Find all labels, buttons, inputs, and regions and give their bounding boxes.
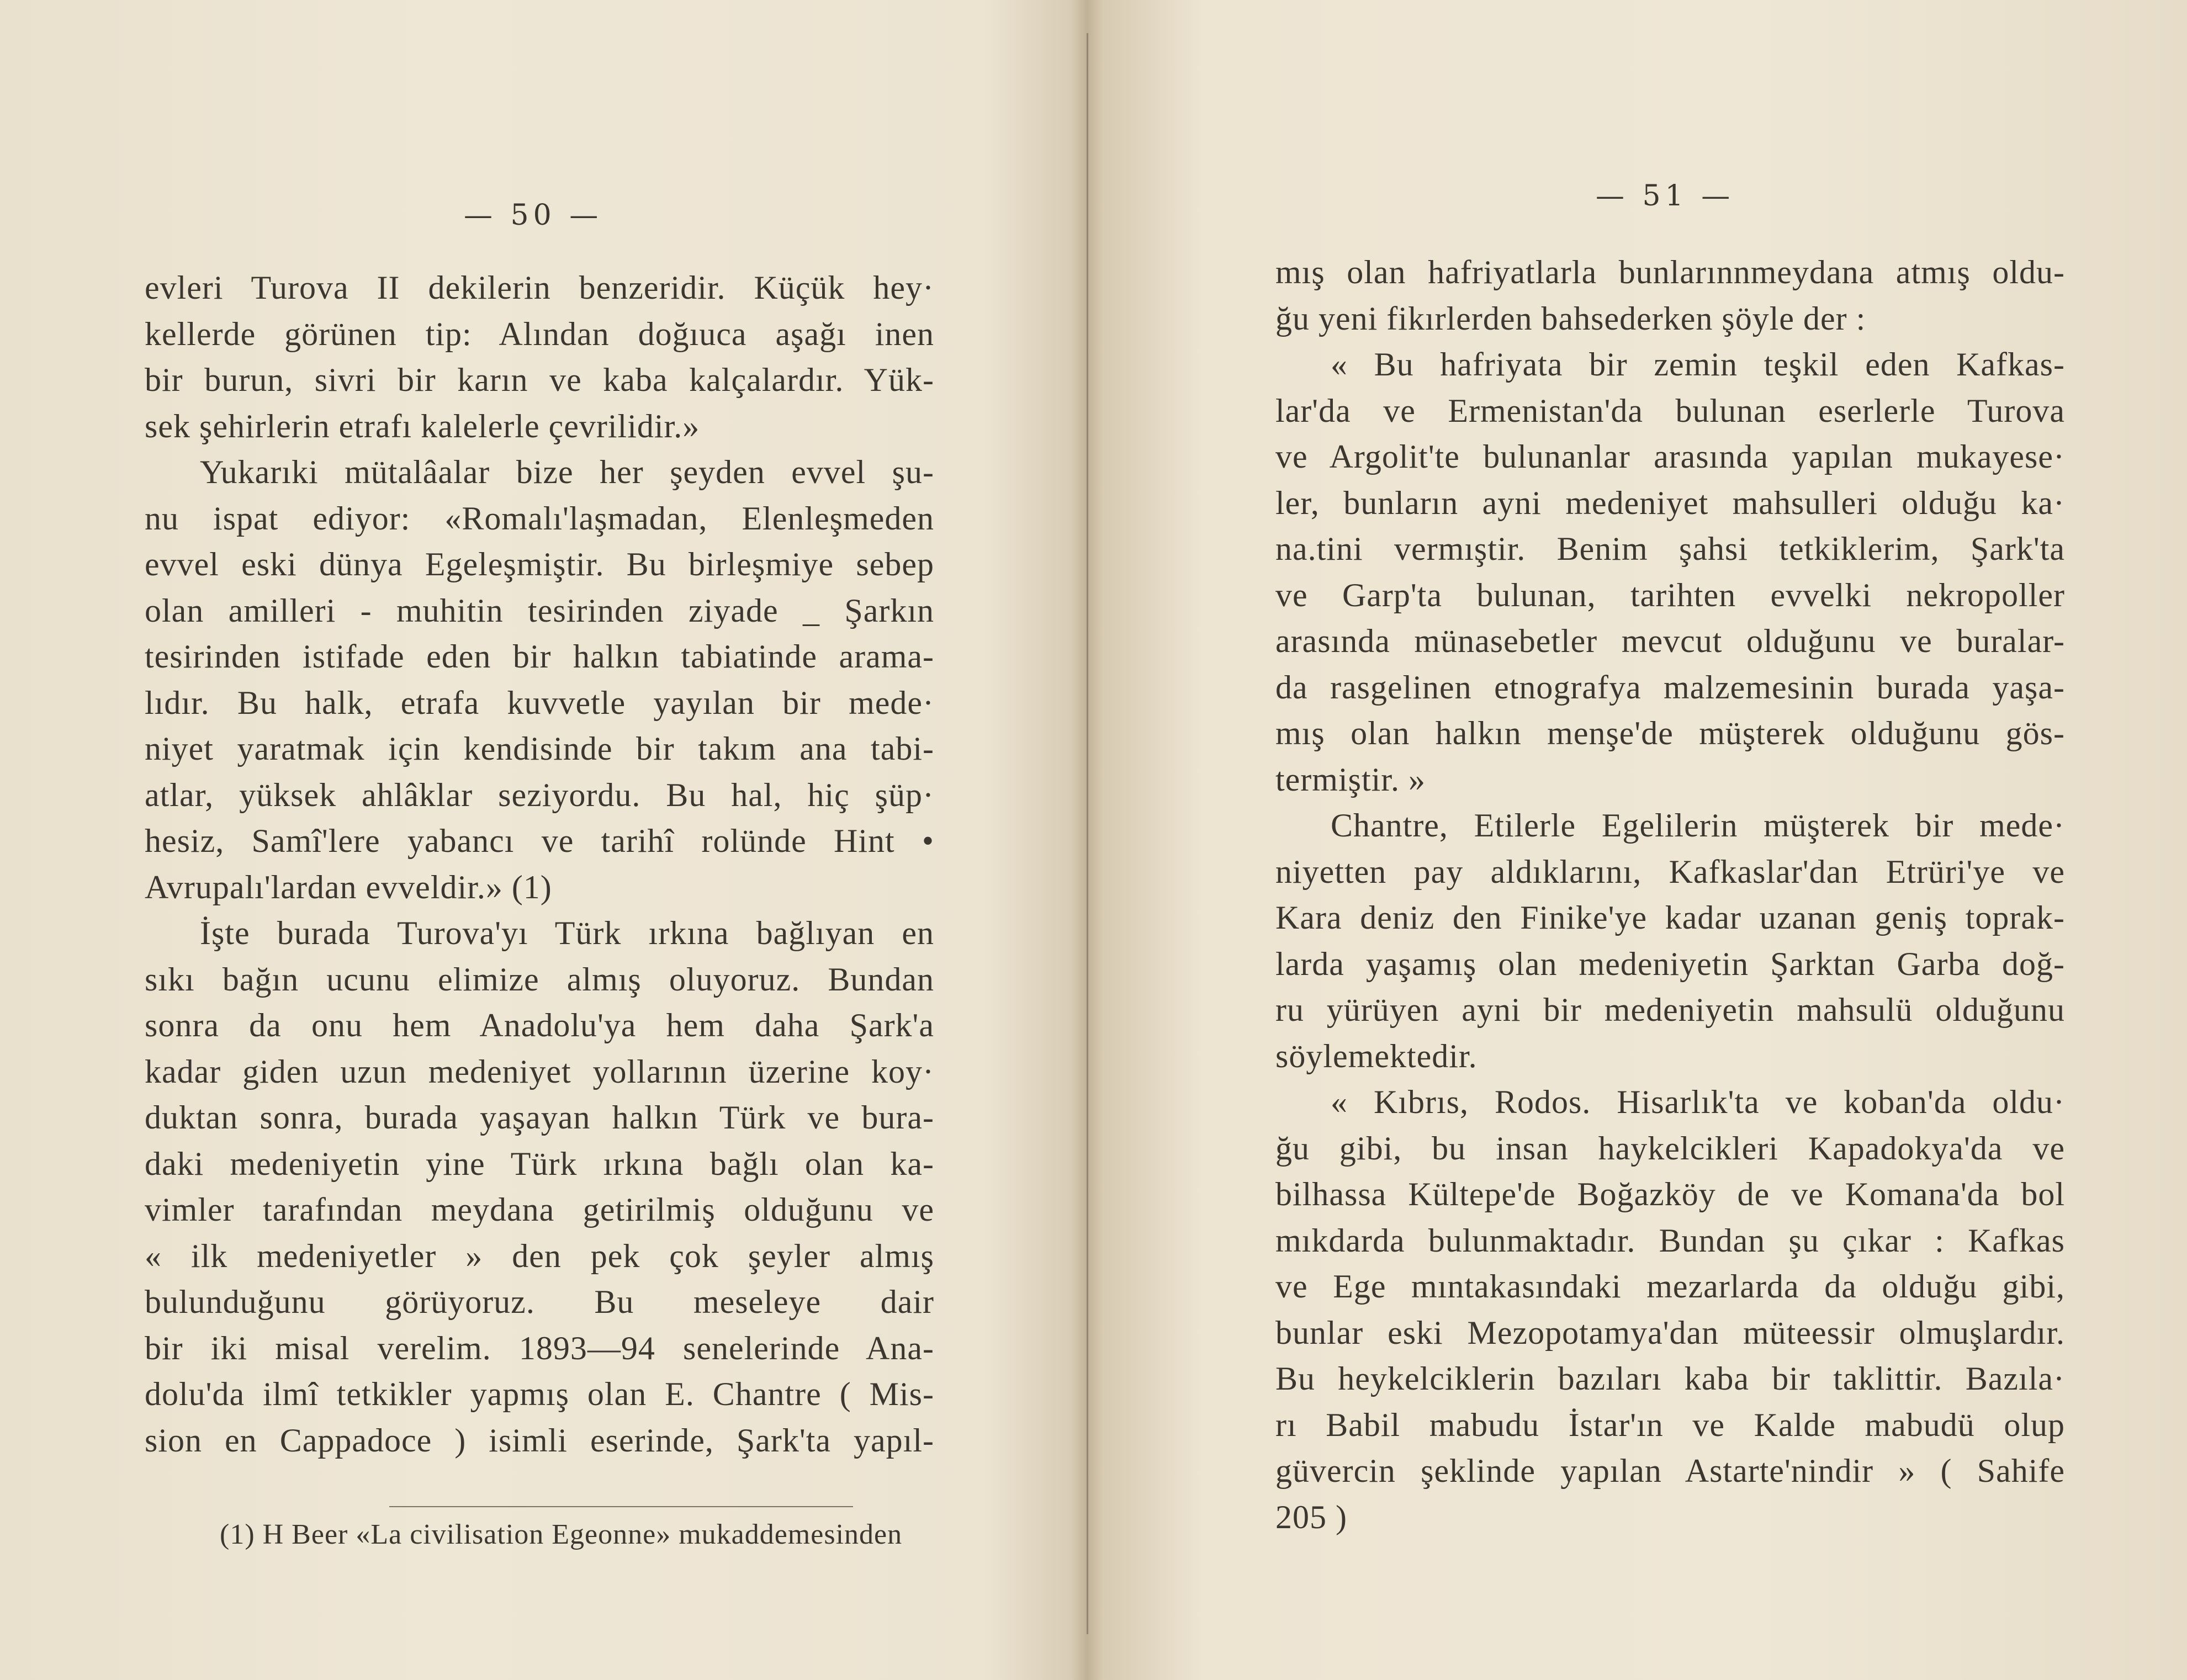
- text-line: ve Garp'ta bulunan, tarihten evvelki nekropoller: [1275, 576, 2065, 613]
- text-line: rı Babil mabudu İstar'ın ve Kalde mabudü olup: [1275, 1406, 2065, 1443]
- text-line: bir burun, sivri bir karın ve kaba kalçalardır. Yük-: [145, 362, 934, 398]
- text-line: vimler tarafından meydana getirilmiş olduğunu ve: [145, 1191, 934, 1228]
- text-line: söylemektedir.: [1275, 1037, 1478, 1074]
- text-line: ru yürüyen ayni bir medeniyetin mahsulü olduğunu: [1275, 992, 2065, 1028]
- page-number-right: — 51 —: [1596, 179, 1735, 213]
- text-line: nu ispat ediyor: «Romalı'laşmadan, Elenleşmeden: [145, 500, 934, 537]
- text-line: Bu heykelciklerin bazıları kaba bir taklittir. Bazıla·: [1275, 1360, 2065, 1397]
- text-line: İşte burada Turova'yı Türk ırkına bağlıyan en: [200, 915, 934, 951]
- text-line: tesirinden istifade eden bir halkın tabiatinde arama-: [145, 638, 934, 675]
- text-line: kellerde görünen tip: Alından doğıuca aşağı inen: [145, 315, 934, 352]
- text-line: duktan sonra, burada yaşayan halkın Türk ve bura-: [145, 1099, 934, 1136]
- text-line: lıdır. Bu halk, etrafa kuvvetle yayılan bir mede·: [145, 684, 934, 721]
- text-line: bunlar eski Mezopotamya'dan müteessir olmuşlardır.: [1275, 1314, 2065, 1351]
- footnote: (1) H Beer «La civilisation Egeonne» mukaddemesinden: [220, 1519, 903, 1550]
- text-line: kadar giden uzun medeniyet yollarının üzerine koy·: [145, 1053, 934, 1090]
- text-line: bulunduğunu görüyoruz. Bu meseleye dair: [145, 1284, 934, 1320]
- right-page-text: [1275, 250, 2065, 1540]
- text-line: evleri Turova II dekilerin benzeridir. Küçük hey·: [145, 269, 934, 306]
- text-line: lar'da ve Ermenistan'da bulunan eserlerle Turova: [1275, 392, 2065, 429]
- text-line: sıkı bağın ucunu elimize almış oluyoruz. Bundan: [145, 961, 934, 998]
- text-line: arasında münasebetler mevcut olduğunu ve buralar-: [1275, 623, 2065, 659]
- text-line: olan amilleri - muhitin tesirinden ziyade _ Şarkın: [145, 592, 934, 629]
- text-line: Yukarıki mütalâalar bize her şeyden evvel şu-: [200, 454, 934, 490]
- text-line: ve Ege mıntakasındaki mezarlarda da olduğu gibi,: [1275, 1268, 2065, 1305]
- text-line: sion en Cappadoce ) isimli eserinde, Şark'ta yapıl-: [145, 1422, 934, 1459]
- text-line: bir iki misal verelim. 1893—94 senelerinde Ana-: [145, 1329, 934, 1366]
- text-line: daki medeniyetin yine Türk ırkına bağlı olan ka-: [145, 1145, 934, 1182]
- text-line: termiştir. »: [1275, 761, 1426, 798]
- text-line: da rasgelinen etnografya malzemesinin burada yaşa-: [1275, 669, 2065, 706]
- text-line: bilhassa Kültepe'de Boğazköy de ve Komana'da bol: [1275, 1176, 2065, 1212]
- text-line: na.tini vermıştir. Benim şahsi tetkiklerim, Şark'ta: [1275, 531, 2065, 567]
- text-line: ve Argolit'te bulunanlar arasında yapılan mukayese·: [1275, 438, 2065, 475]
- text-line: Chantre, Etilerle Egelilerin müşterek bir mede·: [1331, 807, 2065, 844]
- text-line: « Kıbrıs, Rodos. Hisarlık'ta ve koban'da oldu·: [1331, 1084, 2065, 1120]
- text-line: mıkdarda bulunmaktadır. Bundan şu çıkar : Kafkas: [1275, 1222, 2065, 1259]
- text-line: ğu gibi, bu insan haykelcikleri Kapadokya'da ve: [1275, 1130, 2065, 1167]
- text-line: Avrupalı'lardan evveldir.» (1): [145, 868, 552, 905]
- text-line: atlar, yüksek ahlâklar seziyordu. Bu hal, hiç şüp·: [145, 776, 934, 813]
- text-line: dolu'da ilmî tetkikler yapmış olan E. Chantre ( Mis-: [145, 1376, 934, 1412]
- text-line: ler, bunların ayni medeniyet mahsulleri olduğu ka·: [1275, 484, 2065, 521]
- text-line: « Bu hafriyata bir zemin teşkil eden Kafkas-: [1331, 346, 2065, 383]
- text-line: ğu yeni fikırlerden bahsederken şöyle der :: [1275, 300, 1866, 337]
- text-line: niyetten pay aldıklarını, Kafkaslar'dan Etrüri'ye ve: [1275, 853, 2065, 890]
- text-line: hesiz, Samî'lere yabancı ve tarihî rolünde Hint •: [145, 823, 934, 859]
- text-line: 205 ): [1275, 1498, 1347, 1535]
- text-line: « ilk medeniyetler » den pek çok şeyler almış: [145, 1237, 934, 1274]
- text-line: mış olan halkın menşe'de müşterek olduğunu gös-: [1275, 715, 2065, 751]
- text-line: larda yaşamış olan medeniyetin Şarktan Garba doğ-: [1275, 945, 2065, 982]
- text-line: mış olan hafriyatlarla bunlarınnmeydana atmış oldu-: [1275, 254, 2065, 290]
- text-line: evvel eski dünya Egeleşmiştir. Bu birleşmiye sebep: [145, 546, 934, 582]
- text-line: niyet yaratmak için kendisinde bir takım ana tabi-: [145, 730, 934, 767]
- page-number-left: — 50 —: [464, 199, 603, 232]
- text-line: Kara deniz den Finike'ye kadar uzanan geniş toprak-: [1275, 899, 2065, 936]
- text-line: sonra da onu hem Anadolu'ya hem daha Şark'a: [145, 1007, 934, 1043]
- text-line: güvercin şeklinde yapılan Astarte'nindir » ( Sahife: [1275, 1453, 2065, 1489]
- text-line: sek şehirlerin etrafı kalelerle çevrilidir.»: [145, 407, 700, 444]
